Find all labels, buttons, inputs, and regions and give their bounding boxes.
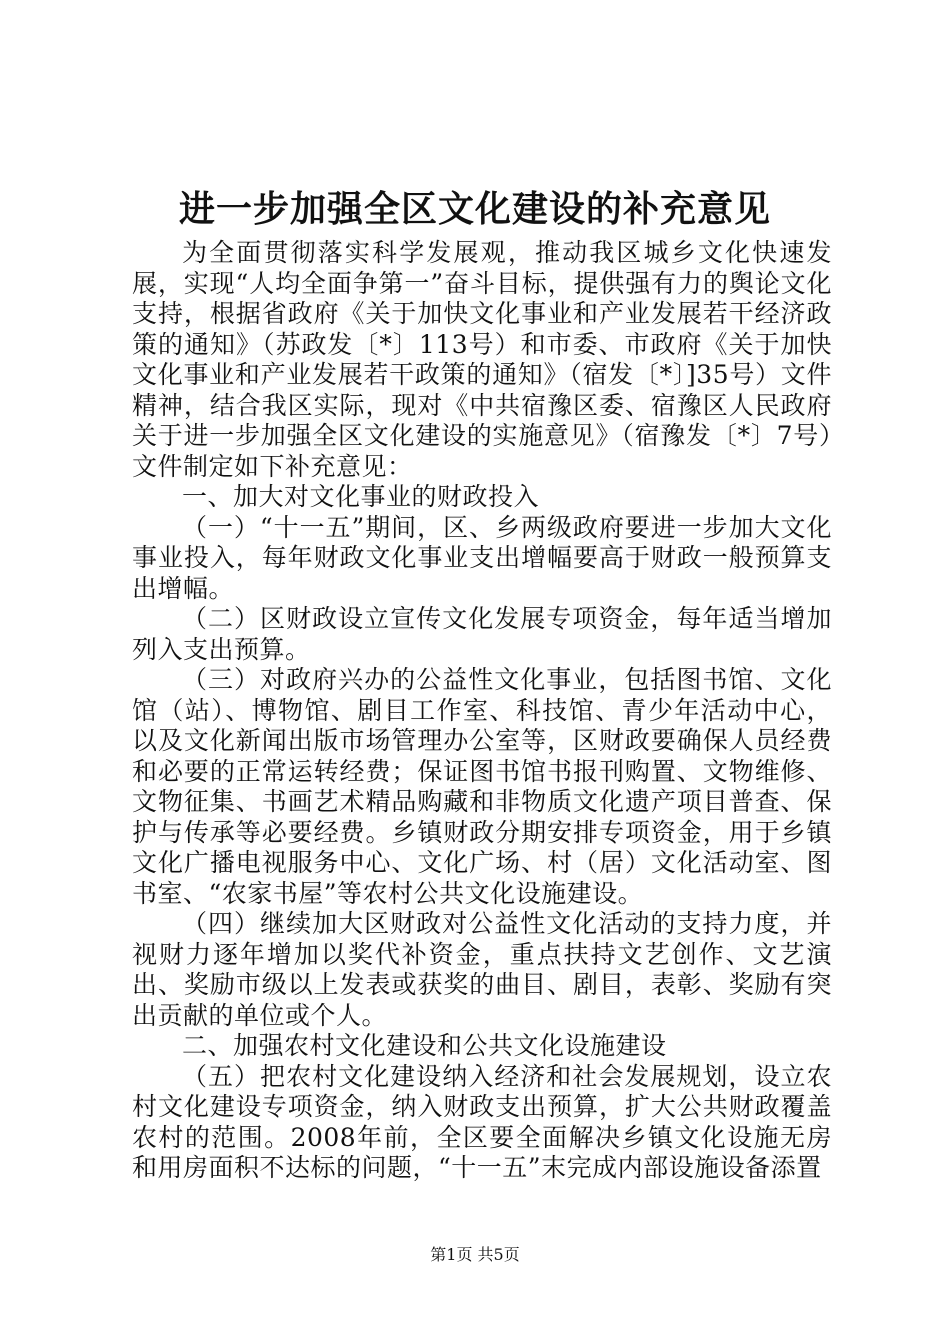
clause-5-paragraph: （五）把农村文化建设纳入经济和社会发展规划，设立农村文化建设专项资金，纳入财政支出预算，扩大公共财政覆盖农村的范围。2008年前，全区要全面解决乡镇文化设施无房和用房面积不达标的问题，“十一五”末完成内部设施设备添置 — [132, 1061, 832, 1182]
clause-2-paragraph: （二）区财政设立宣传文化发展专项资金，每年适当增加列入支出预算。 — [132, 604, 832, 664]
clause-3-paragraph: （三）对政府兴办的公益性文化事业，包括图书馆、文化馆（站）、博物馆、剧目工作室、科技馆、青少年活动中心，以及文化新闻出版市场管理办公室等，区财政要确保人员经费和必要的正常运转经费；保证图书馆书报刊购置、文物维修、文物征集、书画艺术精品购藏和非物质文化遗产项目普查、保护与传承等必要经费。乡镇财政分期安排专项资金，用于乡镇文化广播电视服务中心、文化广场、村（居）文化活动室、图书室、“农家书屋”等农村公共文化设施建设。 — [132, 665, 832, 908]
section-heading-2: 二、加强农村文化建设和公共文化设施建设 — [182, 1031, 667, 1060]
clause-1-paragraph: （一）“十一五”期间，区、乡两级政府要进一步加大文化事业投入，每年财政文化事业支出增幅要高于财政一般预算支出增幅。 — [132, 512, 832, 603]
page-footer: 第1页 共5页 — [430, 1245, 520, 1264]
document-title: 进一步加强全区文化建设的补充意见 — [178, 188, 771, 230]
document-body — [132, 238, 832, 1184]
intro-paragraph: 为全面贯彻落实科学发展观，推动我区城乡文化快速发展，实现“人均全面争第一”奋斗目标，提供强有力的舆论文化支持，根据省政府《关于加快文化事业和产业发展若干经济政策的通知》（苏政发〔*〕113号）和市委、市政府《关于加快文化事业和产业发展若干政策的通知》（宿发〔*〕]35号）文件精神，结合我区实际，现对《中共宿豫区委、宿豫区人民政府关于进一步加强全区文化建设的实施意见》（宿豫发〔*〕7号）文件制定如下补充意见： — [132, 238, 832, 481]
clause-4-paragraph: （四）继续加大区财政对公益性文化活动的支持力度，并视财力逐年增加以奖代补资金，重点扶持文艺创作、文艺演出、奖励市级以上发表或获奖的曲目、剧目，表彰、奖励有突出贡献的单位或个人。 — [132, 909, 832, 1030]
section-heading-1: 一、加大对文化事业的财政投入 — [182, 482, 540, 511]
